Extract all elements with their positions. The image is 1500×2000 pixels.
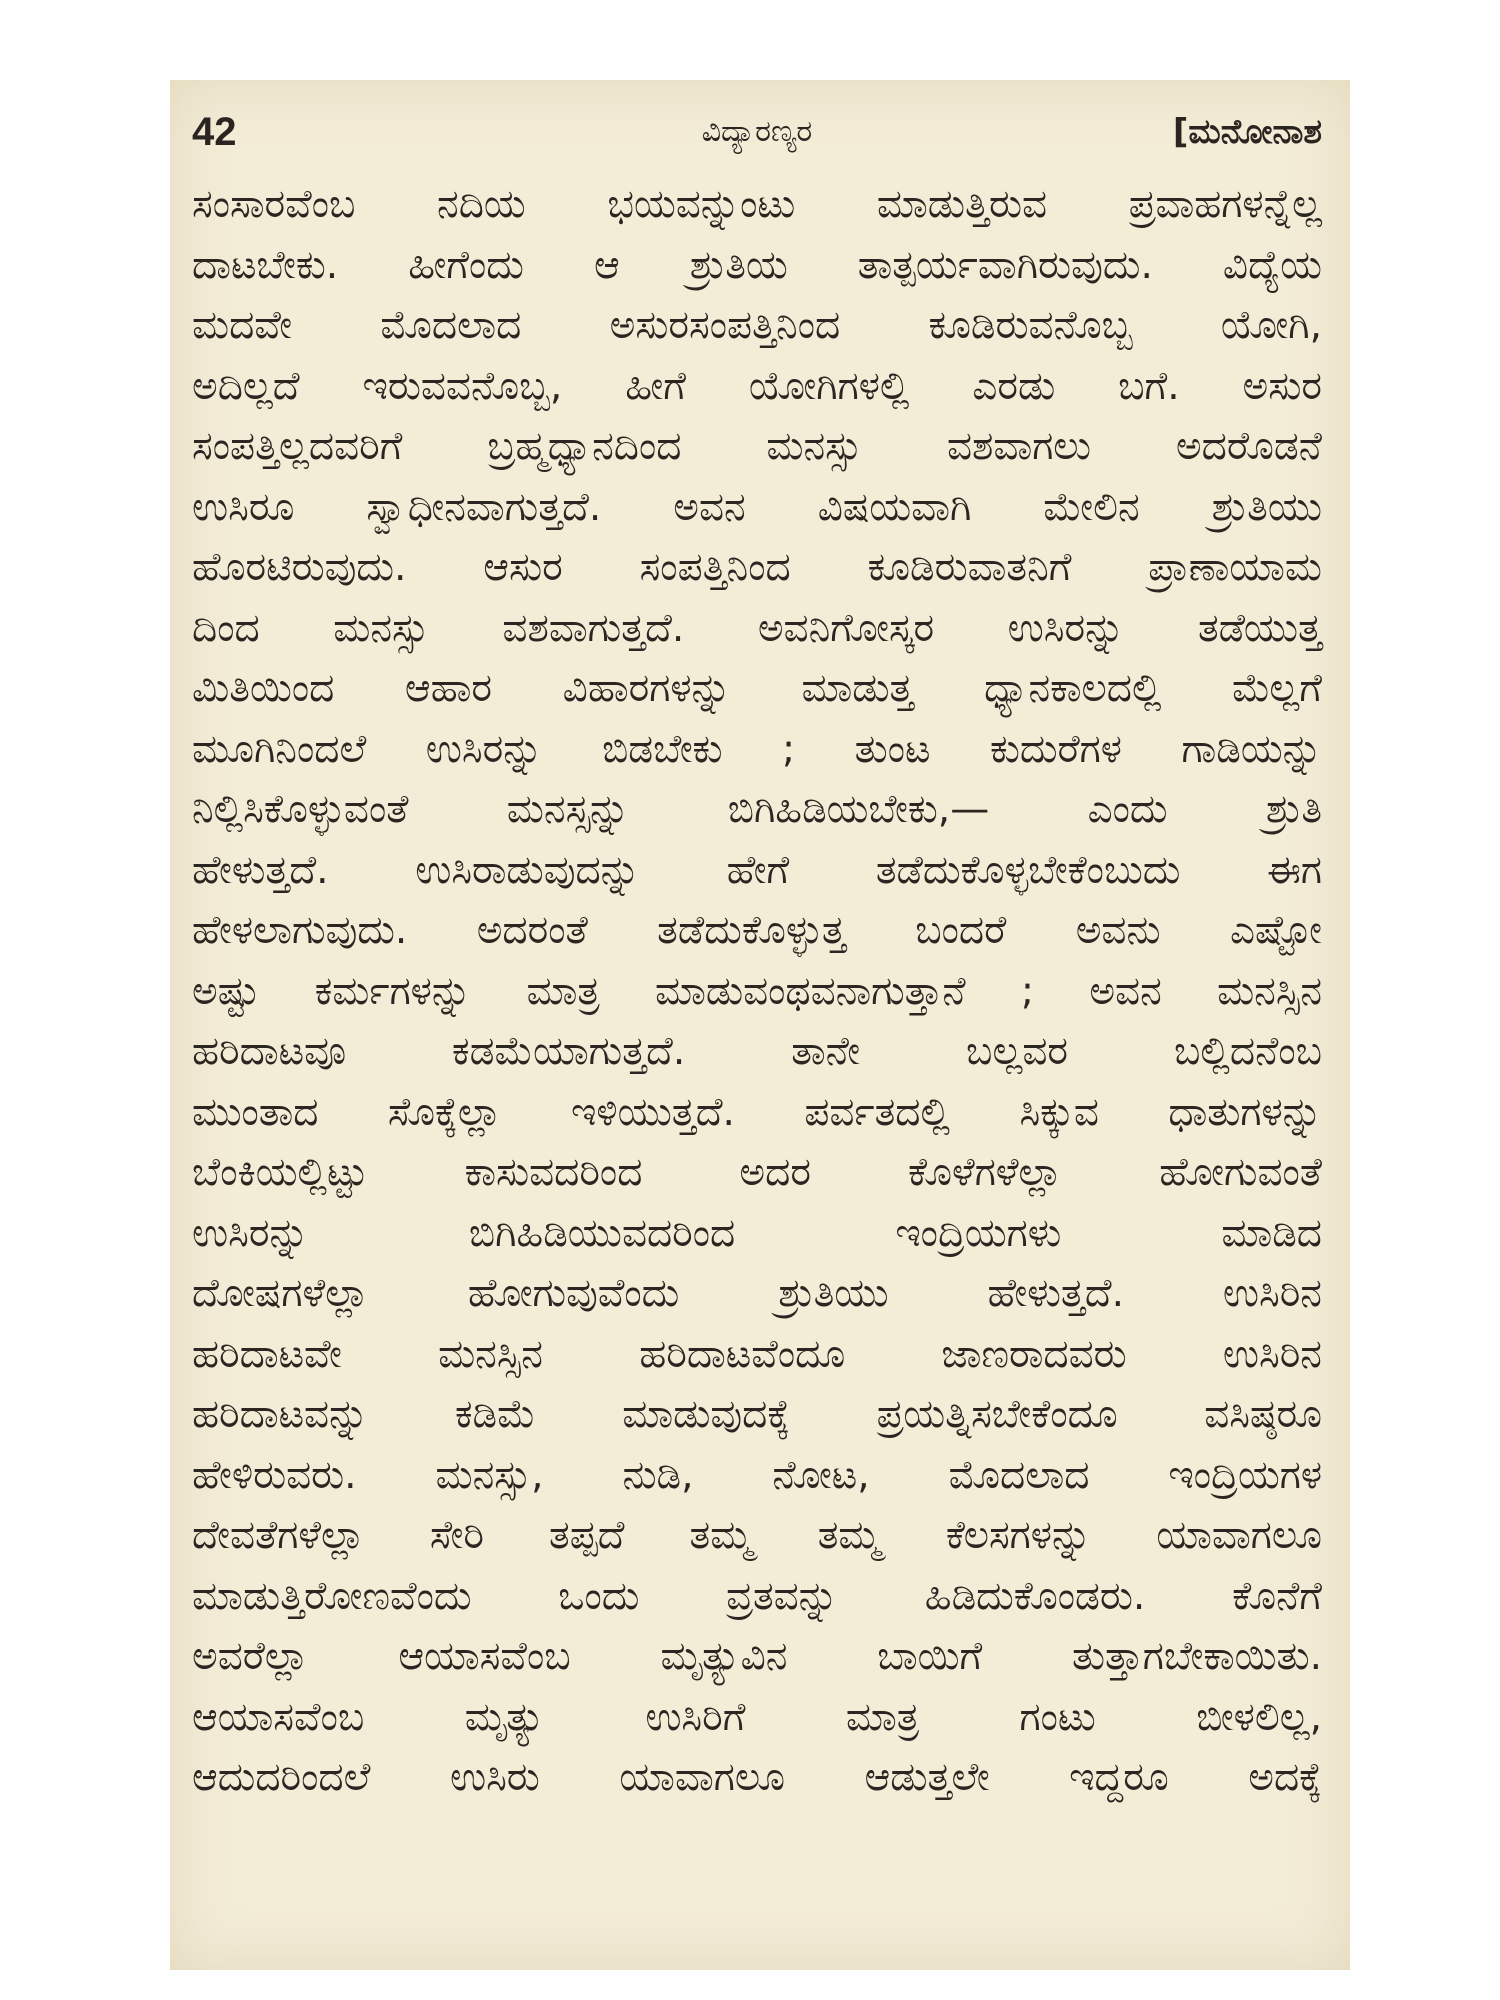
section-title: [ಮನೋನಾಶ <box>1172 112 1322 152</box>
text-line: ಆದುದರಿಂದಲೆ ಉಸಿರು ಯಾವಾಗಲೂ ಆಡುತ್ತಲೇ ಇದ್ದರೂ ಅದಕ್ಕೆ <box>192 1755 1322 1800</box>
running-title: ವಿದ್ಯಾರಣ್ಯರ <box>701 114 813 149</box>
text-line: ನಿಲ್ಲಿಸಿಕೊಳ್ಳುವಂತೆ ಮನಸ್ಸನ್ನು ಬಿಗಿಹಿಡಿಯಬೇಕು,— ಎಂದು ಶ್ರುತಿ <box>192 787 1322 832</box>
text-line: ಮುಂತಾದ ಸೊಕ್ಕೆಲ್ಲಾ ಇಳಿಯುತ್ತದೆ. ಪರ್ವತದಲ್ಲಿ ಸಿಕ್ಕುವ ಧಾತುಗಳನ್ನು <box>192 1089 1322 1135</box>
text-line: ದಿಂದ ಮನಸ್ಸು ವಶವಾಗುತ್ತದೆ. ಅವನಿಗೋಸ್ಕರ ಉಸಿರನ್ನು ತಡೆಯುತ್ತ <box>192 605 1322 651</box>
text-line: ದೇವತೆಗಳೆಲ್ಲಾ ಸೇರಿ ತಪ್ಪದೆ ತಮ್ಮ ತಮ್ಮ ಕೆಲಸಗಳನ್ನು ಯಾವಾಗಲೂ <box>192 1513 1322 1558</box>
text-line: ಅವರೆಲ್ಲಾ ಆಯಾಸವೆಂಬ ಮೃತ್ಯುವಿನ ಬಾಯಿಗೆ ತುತ್ತಾಗಬೇಕಾಯಿತು. <box>192 1634 1322 1679</box>
text-line: ಅದಿಲ್ಲದೆ ಇರುವವನೊಬ್ಬ, ಹೀಗೆ ಯೋಗಿಗಳಲ್ಲಿ ಎರಡು ಬಗೆ. ಅಸುರ <box>192 363 1322 409</box>
text-line: ಸಂಪತ್ತಿಲ್ಲದವರಿಗೆ ಬ್ರಹ್ಮಧ್ಯಾನದಿಂದ ಮನಸ್ಸು ವಶವಾಗಲು ಅದರೊಡನೆ <box>192 424 1322 469</box>
text-line: ಹೇಳಲಾಗುವುದು. ಅದರಂತೆ ತಡೆದುಕೊಳ್ಳುತ್ತ ಬಂದರೆ ಅವನು ಎಷ್ಟೋ <box>192 908 1322 953</box>
text-line: ಆಯಾಸವೆಂಬ ಮೃತ್ಯು ಉಸಿರಿಗೆ ಮಾತ್ರ ಗಂಟು ಬೀಳಲಿಲ್ಲ, <box>192 1694 1322 1740</box>
text-line: ಉಸಿರನ್ನು ಬಿಗಿಹಿಡಿಯುವದರಿಂದ ಇಂದ್ರಿಯಗಳು ಮಾಡಿದ <box>192 1210 1322 1256</box>
text-line: ಅಷ್ಟು ಕರ್ಮಗಳನ್ನು ಮಾತ್ರ ಮಾಡುವಂಥವನಾಗುತ್ತಾನೆ ; ಅವನ ಮನಸ್ಸಿನ <box>192 968 1322 1014</box>
body-text <box>192 175 1322 1809</box>
page-number: 42 <box>192 110 237 154</box>
page-header <box>192 102 1322 172</box>
text-line: ಮದವೇ ಮೊದಲಾದ ಅಸುರಸಂಪತ್ತಿನಿಂದ ಕೂಡಿರುವನೊಬ್ಬ ಯೋಗಿ, <box>192 303 1322 348</box>
book-page <box>170 80 1350 1970</box>
text-line: ಹರಿದಾಟವೇ ಮನಸ್ಸಿನ ಹರಿದಾಟವೆಂದೂ ಜಾಣರಾದವರು ಉಸಿರಿನ <box>192 1331 1322 1377</box>
text-line: ಹರಿದಾಟವೂ ಕಡಮೆಯಾಗುತ್ತದೆ. ತಾನೇ ಬಲ್ಲವರ ಬಲ್ಲಿದನೆಂಬ <box>192 1029 1322 1074</box>
text-line: ಸಂಸಾರವೆಂಬ ನದಿಯ ಭಯವನ್ನುಂಟು ಮಾಡುತ್ತಿರುವ ಪ್ರವಾಹಗಳನ್ನೆಲ್ಲ <box>192 182 1322 227</box>
text-line: ಹರಿದಾಟವನ್ನು ಕಡಿಮೆ ಮಾಡುವುದಕ್ಕೆ ಪ್ರಯತ್ನಿಸಬೇಕೆಂದೂ ವಸಿಷ್ಠರೂ <box>192 1392 1322 1437</box>
text-line: ಹೊರಟಿರುವುದು. ಆಸುರ ಸಂಪತ್ತಿನಿಂದ ಕೂಡಿರುವಾತನಿಗೆ ಪ್ರಾಣಾಯಾಮ <box>192 545 1322 590</box>
text-line: ಮಿತಿಯಿಂದ ಆಹಾರ ವಿಹಾರಗಳನ್ನು ಮಾಡುತ್ತ ಧ್ಯಾನಕಾಲದಲ್ಲಿ ಮೆಲ್ಲಗೆ <box>192 666 1322 711</box>
text-line: ಮೂಗಿನಿಂದಲೆ ಉಸಿರನ್ನು ಬಿಡಬೇಕು ; ತುಂಟ ಕುದುರೆಗಳ ಗಾಡಿಯನ್ನು <box>192 726 1322 772</box>
text-line: ಹೇಳಿರುವರು. ಮನಸ್ಸು, ನುಡಿ, ನೋಟ, ಮೊದಲಾದ ಇಂದ್ರಿಯಗಳ <box>192 1452 1322 1498</box>
text-line: ಬೆಂಕಿಯಲ್ಲಿಟ್ಟು ಕಾಸುವದರಿಂದ ಅದರ ಕೊಳೆಗಳೆಲ್ಲಾ ಹೋಗುವಂತೆ <box>192 1150 1322 1195</box>
text-line: ದಾಟಬೇಕು. ಹೀಗೆಂದು ಆ ಶ್ರುತಿಯ ತಾತ್ಪರ್ಯವಾಗಿರುವುದು. ವಿದ್ಯೆಯ <box>192 242 1322 288</box>
text-line: ಹೇಳುತ್ತದೆ. ಉಸಿರಾಡುವುದನ್ನು ಹೇಗೆ ತಡೆದುಕೊಳ್ಳಬೇಕೆಂಬುದು ಈಗ <box>192 847 1322 893</box>
text-line: ಉಸಿರೂ ಸ್ವಾಧೀನವಾಗುತ್ತದೆ. ಅವನ ವಿಷಯವಾಗಿ ಮೇಲಿನ ಶ್ರುತಿಯು <box>192 484 1322 530</box>
text-line: ದೋಷಗಳೆಲ್ಲಾ ಹೋಗುವುವೆಂದು ಶ್ರುತಿಯು ಹೇಳುತ್ತದೆ. ಉಸಿರಿನ <box>192 1271 1322 1316</box>
text-line: ಮಾಡುತ್ತಿರೋಣವೆಂದು ಒಂದು ವ್ರತವನ್ನು ಹಿಡಿದುಕೊಂಡರು. ಕೊನೆಗೆ <box>192 1573 1322 1619</box>
